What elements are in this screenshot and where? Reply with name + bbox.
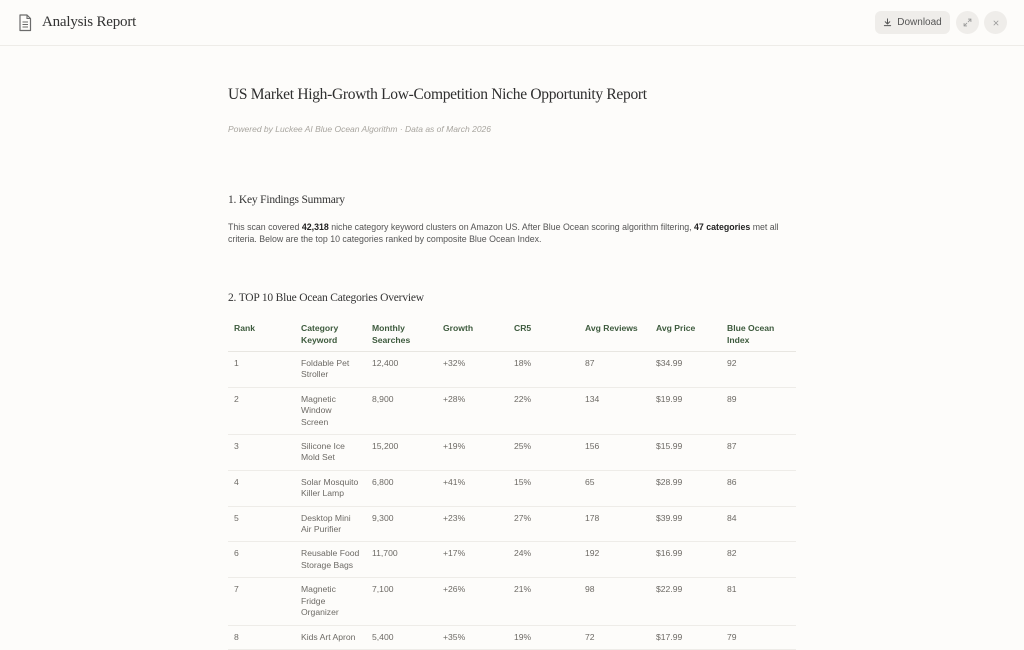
cell-cr5: 21% <box>508 578 579 625</box>
cell-category: Kids Art Apron <box>295 625 366 649</box>
header-monthly-searches: Monthly Searches <box>366 320 437 352</box>
cell-cr5: 15% <box>508 470 579 506</box>
close-button[interactable] <box>984 11 1007 34</box>
expand-button[interactable] <box>956 11 979 34</box>
cell-category: Solar Mosquito Killer Lamp <box>295 470 366 506</box>
header-growth: Growth <box>437 320 508 352</box>
summary-paragraph <box>228 222 796 245</box>
cell-reviews: 156 <box>579 435 650 471</box>
cell-price: $39.99 <box>650 506 721 542</box>
table-row <box>228 506 796 542</box>
document-icon <box>18 14 32 32</box>
cell-reviews: 65 <box>579 470 650 506</box>
header-category-keyword: Category Keyword <box>295 320 366 352</box>
cell-category: Magnetic Window Screen <box>295 387 366 434</box>
summary-text: niche category keyword clusters on Amazon US. After Blue Ocean scoring algorithm filtering, <box>328 222 694 232</box>
cell-searches: 7,100 <box>366 578 437 625</box>
cell-category: Foldable Pet Stroller <box>295 352 366 388</box>
report-subtitle: Powered by Luckee AI Blue Ocean Algorithm · Data as of March 2026 <box>228 124 492 134</box>
section-heading-summary: 1. Key Findings Summary <box>228 194 345 206</box>
section-heading-top10: 2. TOP 10 Blue Ocean Categories Overview <box>228 292 424 304</box>
cell-growth: +26% <box>437 578 508 625</box>
cell-index: 82 <box>721 542 796 578</box>
table-row <box>228 387 796 434</box>
cell-cr5: 18% <box>508 352 579 388</box>
download-button[interactable] <box>875 11 950 34</box>
cell-price: $22.99 <box>650 578 721 625</box>
cell-rank: 1 <box>228 352 295 388</box>
close-icon <box>992 19 1000 27</box>
cell-searches: 11,700 <box>366 542 437 578</box>
cell-rank: 2 <box>228 387 295 434</box>
header-avg-reviews: Avg Reviews <box>579 320 650 352</box>
download-label: Download <box>897 17 942 28</box>
cell-price: $16.99 <box>650 542 721 578</box>
header-blue-ocean-index: Blue Ocean Index <box>721 320 796 352</box>
cell-searches: 15,200 <box>366 435 437 471</box>
cell-reviews: 134 <box>579 387 650 434</box>
table-row <box>228 542 796 578</box>
cell-category: Silicone Ice Mold Set <box>295 435 366 471</box>
cell-growth: +41% <box>437 470 508 506</box>
cell-index: 86 <box>721 470 796 506</box>
cell-growth: +35% <box>437 625 508 649</box>
cell-rank: 6 <box>228 542 295 578</box>
cell-cr5: 19% <box>508 625 579 649</box>
table-row <box>228 352 796 388</box>
cell-rank: 7 <box>228 578 295 625</box>
table-header-row <box>228 320 796 352</box>
table-row <box>228 435 796 471</box>
cell-reviews: 192 <box>579 542 650 578</box>
cell-rank: 4 <box>228 470 295 506</box>
table-body <box>228 352 796 650</box>
cell-price: $34.99 <box>650 352 721 388</box>
cell-index: 92 <box>721 352 796 388</box>
summary-highlight-clusters: 42,318 <box>301 222 329 232</box>
header-cr5: CR5 <box>508 320 579 352</box>
cell-reviews: 72 <box>579 625 650 649</box>
cell-cr5: 25% <box>508 435 579 471</box>
cell-growth: +19% <box>437 435 508 471</box>
cell-rank: 8 <box>228 625 295 649</box>
cell-cr5: 27% <box>508 506 579 542</box>
cell-price: $19.99 <box>650 387 721 434</box>
cell-index: 87 <box>721 435 796 471</box>
cell-index: 89 <box>721 387 796 434</box>
table-row <box>228 470 796 506</box>
cell-index: 81 <box>721 578 796 625</box>
cell-growth: +23% <box>437 506 508 542</box>
summary-text: This scan covered <box>228 222 302 232</box>
cell-rank: 5 <box>228 506 295 542</box>
cell-searches: 12,400 <box>366 352 437 388</box>
expand-icon <box>963 18 972 27</box>
header-rank: Rank <box>228 320 295 352</box>
table-row <box>228 625 796 649</box>
cell-growth: +32% <box>437 352 508 388</box>
cell-price: $17.99 <box>650 625 721 649</box>
window-title: Analysis Report <box>42 14 137 30</box>
cell-searches: 8,900 <box>366 387 437 434</box>
table-row <box>228 578 796 625</box>
header-avg-price: Avg Price <box>650 320 721 352</box>
cell-searches: 5,400 <box>366 625 437 649</box>
cell-category: Magnetic Fridge Organizer <box>295 578 366 625</box>
cell-cr5: 22% <box>508 387 579 434</box>
cell-cr5: 24% <box>508 542 579 578</box>
cell-growth: +17% <box>437 542 508 578</box>
cell-category: Desktop Mini Air Purifier <box>295 506 366 542</box>
cell-price: $28.99 <box>650 470 721 506</box>
cell-index: 79 <box>721 625 796 649</box>
cell-reviews: 178 <box>579 506 650 542</box>
summary-text: met all criteria. Below are the top 10 categories ranked by composite Blue Ocean Index. <box>228 222 779 244</box>
categories-table <box>228 320 796 650</box>
cell-reviews: 87 <box>579 352 650 388</box>
cell-growth: +28% <box>437 387 508 434</box>
top-bar <box>0 0 1024 46</box>
download-icon <box>883 18 892 27</box>
cell-price: $15.99 <box>650 435 721 471</box>
cell-searches: 6,800 <box>366 470 437 506</box>
cell-category: Reusable Food Storage Bags <box>295 542 366 578</box>
cell-reviews: 98 <box>579 578 650 625</box>
report-title: US Market High-Growth Low-Competition Niche Opportunity Report <box>228 86 647 103</box>
cell-index: 84 <box>721 506 796 542</box>
cell-searches: 9,300 <box>366 506 437 542</box>
cell-rank: 3 <box>228 435 295 471</box>
summary-highlight-categories: 47 categories <box>694 222 751 232</box>
